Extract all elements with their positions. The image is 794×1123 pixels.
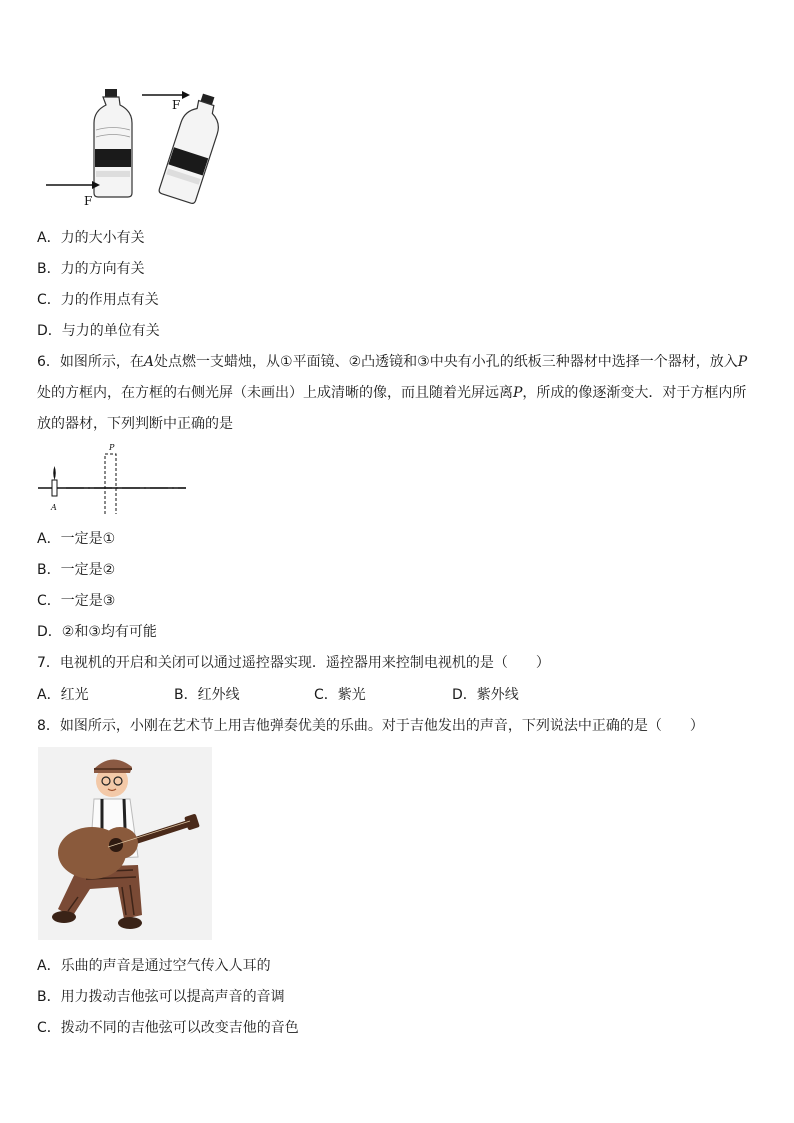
candle-label-a: A <box>51 503 57 512</box>
q8-option-a: A．乐曲的声音是通过空气传入人耳的 <box>37 958 271 974</box>
q6-option-a: A．一定是① <box>37 531 116 547</box>
q5-option-b: B．力的方向有关 <box>37 261 145 277</box>
tilted-bottle <box>158 90 225 204</box>
q8-option-c: C．拨动不同的吉他弦可以改变吉他的音色 <box>37 1020 299 1036</box>
bottles-force-figure <box>40 85 225 210</box>
q5-option-a: A．力的大小有关 <box>37 230 145 246</box>
q7-option-c: C．紫光 <box>314 687 366 703</box>
q6-option-d: D．②和③均有可能 <box>37 624 157 640</box>
force-label-top: F <box>172 98 181 112</box>
standing-bottle <box>94 89 132 197</box>
q7-option-d: D．紫外线 <box>452 687 519 703</box>
q7-options-row <box>37 685 737 705</box>
q6-stem <box>37 347 759 440</box>
q6-stem-point-p2: P <box>513 385 523 401</box>
q8-option-b: B．用力拨动吉他弦可以提高声音的音调 <box>37 989 285 1005</box>
box-label-p: P <box>109 443 115 452</box>
q7-option-b: B．红外线 <box>174 687 240 703</box>
q7-stem: 7．电视机的开启和关闭可以通过遥控器实现．遥控器用来控制电视机的是（ ） <box>37 655 550 671</box>
candle <box>52 466 57 496</box>
candle-box-figure <box>36 442 188 514</box>
q5-option-c: C．力的作用点有关 <box>37 292 159 308</box>
q5-option-d: D．与力的单位有关 <box>37 323 160 339</box>
q6-stem-part1: 6．如图所示，在 <box>37 354 144 370</box>
q8-stem: 8．如图所示，小刚在艺术节上用吉他弹奏优美的乐曲。对于吉他发出的声音，下列说法中正确的是（ ） <box>37 718 704 734</box>
q7-option-a: A．红光 <box>37 687 89 703</box>
force-label-bottom: F <box>84 194 93 208</box>
box-p <box>105 454 116 514</box>
q6-stem-part4: ，所成的像逐渐变大．对于方框内所放的器材，下列判断中正确的是 <box>37 385 747 432</box>
q6-stem-part3: 处的方框内，在方框的右侧光屏（未画出）上成清晰的像，而且随着光屏远离 <box>37 385 513 401</box>
q6-option-b: B．一定是② <box>37 562 116 578</box>
q6-stem-point-a: A <box>143 354 155 370</box>
q6-stem-point-p1: P <box>737 354 748 370</box>
guitar-player-figure <box>38 747 212 940</box>
q6-option-c: C．一定是③ <box>37 593 116 609</box>
q6-stem-part2: 处点燃一支蜡烛，从①平面镜、②凸透镜和③中央有小孔的纸板三种器材中选择一个器材，放入 <box>154 354 738 370</box>
